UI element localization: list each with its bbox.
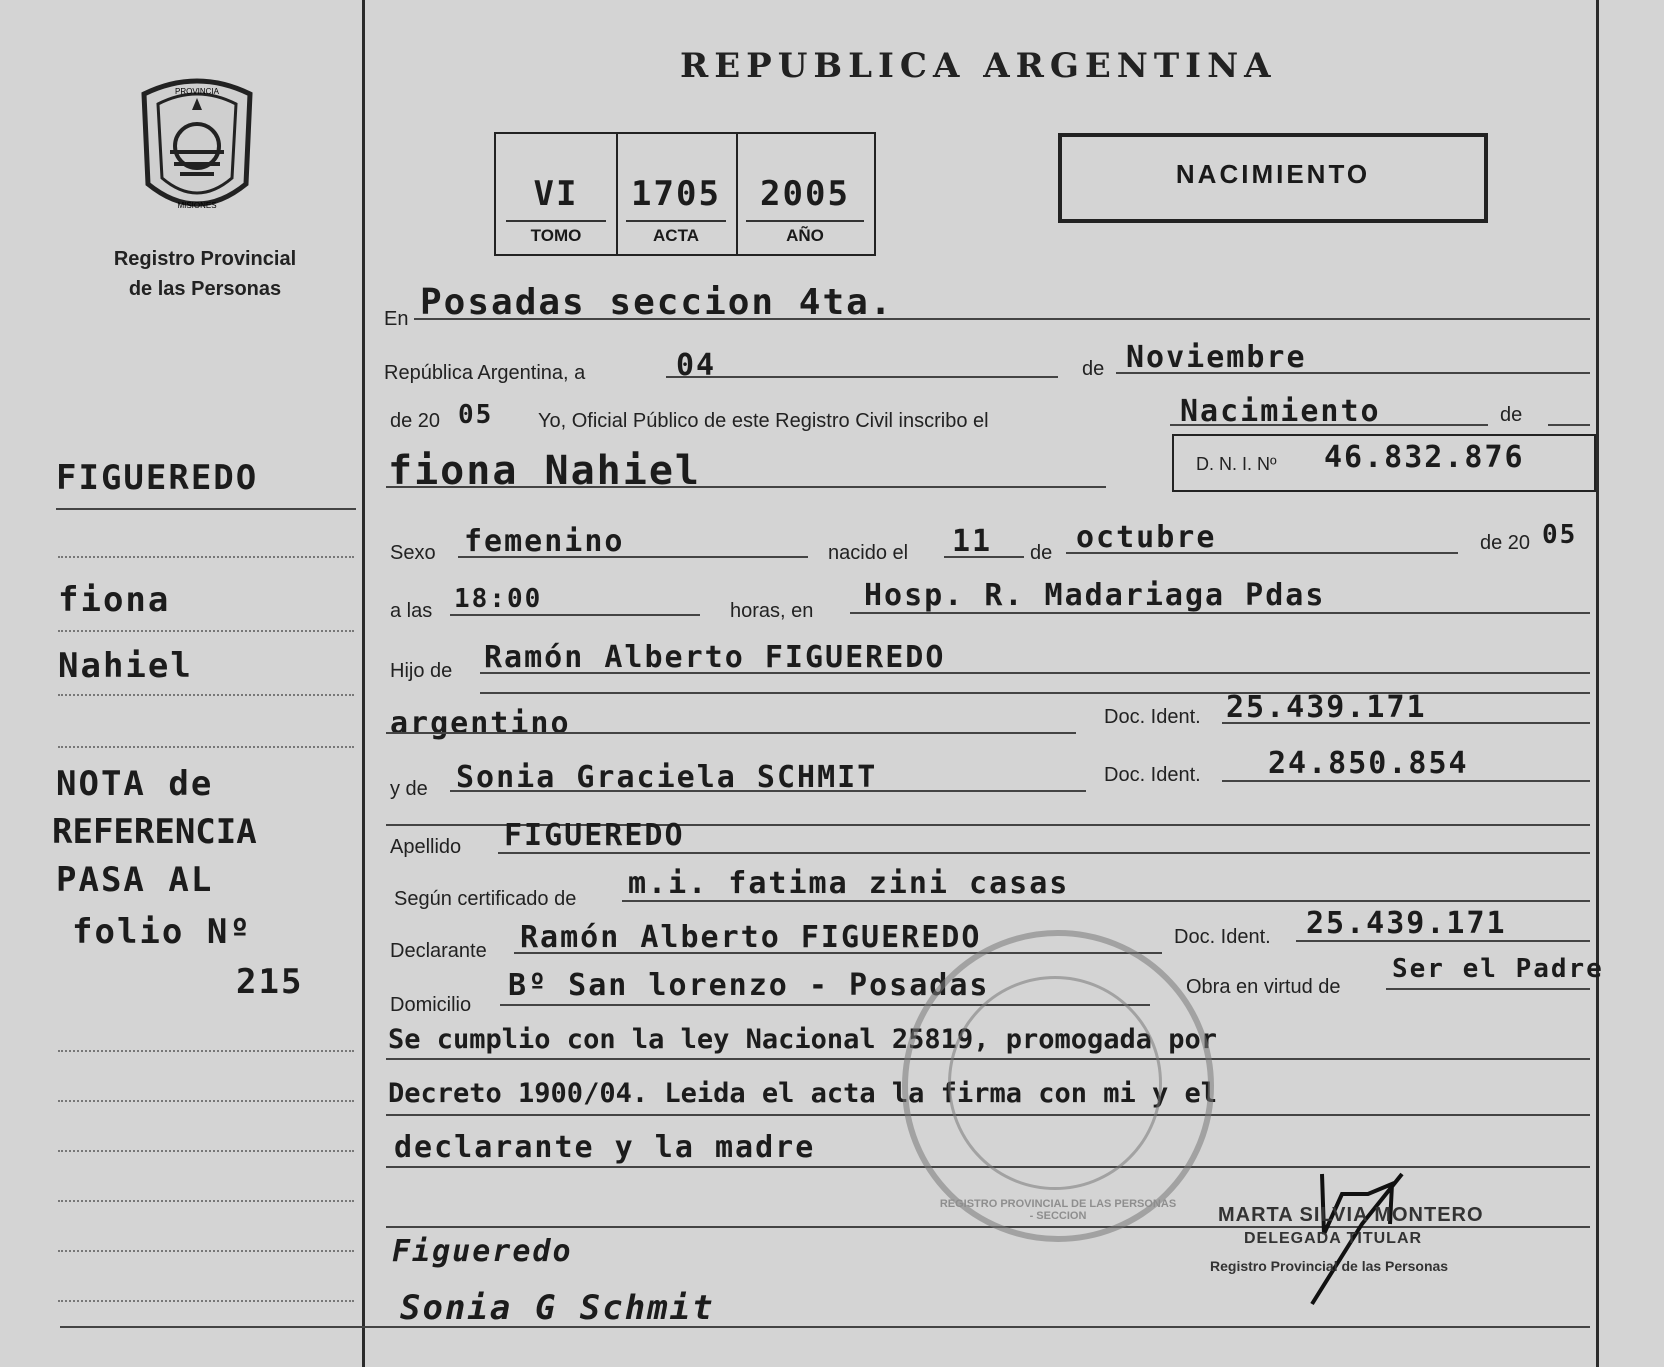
en-label: En xyxy=(384,308,409,330)
segun-label: Según certificado de xyxy=(394,888,577,910)
acta-label: ACTA xyxy=(653,226,699,245)
hijo-label: Hijo de xyxy=(390,660,453,682)
apellido-value: FIGUEREDO xyxy=(504,818,685,853)
madre-doc-rule xyxy=(1222,780,1590,782)
bottom-rule xyxy=(60,1326,1590,1328)
inscripcion-ano-value: 05 xyxy=(458,400,494,430)
signature-declarante: Figueredo xyxy=(392,1234,573,1269)
official-office: Registro Provincial de las Personas xyxy=(1210,1258,1449,1274)
nota-line-2: Decreto 1900/04. Leida el acta la firma con mi y el xyxy=(388,1078,1218,1109)
acta-value: 1705 xyxy=(631,174,721,214)
stamp-text: REGISTRO PROVINCIAL DE LAS PERSONAS - SECCION xyxy=(939,1198,1177,1222)
ano-cell xyxy=(736,134,874,254)
padre-value: Ramón Alberto FIGUEREDO xyxy=(484,640,946,675)
dia-rule xyxy=(666,376,1058,378)
sidebar-dotted-line xyxy=(58,694,354,696)
nacido-mes-value: octubre xyxy=(1076,520,1217,555)
padre-rule xyxy=(480,672,1590,674)
obra-rule xyxy=(1386,988,1590,990)
sidebar-note-line-5: 215 xyxy=(236,962,304,1002)
misiones-seal-icon xyxy=(134,74,260,216)
sidebar-given-name-1: fiona xyxy=(58,580,171,620)
record-type: NACIMIENTO xyxy=(1175,159,1371,189)
padre-docident-label: Doc. Ident. xyxy=(1104,706,1201,728)
madre-value: Sonia Graciela SCHMIT xyxy=(456,760,878,795)
obra-label: Obra en virtud de xyxy=(1186,976,1341,998)
declarante-docident-label: Doc. Ident. xyxy=(1174,926,1271,948)
sidebar-dotted-line xyxy=(58,1300,354,1302)
dni-label: D. N. I. Nº xyxy=(1196,454,1277,474)
sidebar-given-name-2: Nahiel xyxy=(58,646,193,686)
madre-docident-label: Doc. Ident. xyxy=(1104,764,1201,786)
declarante-label: Declarante xyxy=(390,940,487,962)
tomo-acta-ano-box xyxy=(494,132,876,256)
stamp-inner-ring xyxy=(948,976,1162,1190)
registry-stamp xyxy=(902,930,1214,1242)
official-title: DELEGADA TITULAR xyxy=(1244,1230,1423,1247)
sidebar-dotted-line xyxy=(58,1050,354,1052)
en-rule xyxy=(414,318,1590,320)
dia-value: 04 xyxy=(676,348,717,383)
right-page-border xyxy=(1596,0,1599,1367)
nacido-label: nacido el xyxy=(828,542,909,564)
apellido-rule xyxy=(498,852,1590,854)
sidebar-dotted-line xyxy=(58,746,354,748)
sexo-rule xyxy=(458,556,808,558)
padre-nacionalidad-value: argentino xyxy=(390,706,571,741)
lugar-value: Hosp. R. Madariaga Pdas xyxy=(864,578,1326,613)
sexo-label: Sexo xyxy=(390,542,436,564)
yde-label: y de xyxy=(390,778,428,800)
domicilio-label: Domicilio xyxy=(390,994,472,1016)
padre-doc-value: 25.439.171 xyxy=(1226,690,1427,725)
nacido-ano-value: 05 xyxy=(1542,520,1578,550)
nombre-value: fiona Nahiel xyxy=(388,448,701,494)
yo-oficial-label: Yo, Oficial Público de este Registro Civil inscribo el xyxy=(538,410,989,432)
tomo-label: TOMO xyxy=(530,226,582,245)
nota-line-3: declarante y la madre xyxy=(394,1130,816,1165)
domicilio-value: Bº San lorenzo - Posadas xyxy=(508,968,990,1003)
madre-doc-value: 24.850.854 xyxy=(1268,746,1469,781)
sidebar-note-line-2: REFERENCIA xyxy=(52,812,257,852)
nacido-dia-value: 11 xyxy=(952,524,993,559)
sidebar-surname-rule xyxy=(56,508,356,510)
registry-line-2: de las Personas xyxy=(128,278,282,300)
acta-cell xyxy=(616,134,738,254)
nacido-de-label: de xyxy=(1030,542,1053,564)
padre-nacionalidad-rule xyxy=(386,732,1076,734)
horas-en-label: horas, en xyxy=(730,600,814,622)
sidebar-dotted-line xyxy=(58,1250,354,1252)
nombre-rule xyxy=(386,486,1106,488)
de20-label: de 20 xyxy=(390,410,441,432)
republica-label: República Argentina, a xyxy=(384,362,586,384)
left-column-border xyxy=(362,0,365,1367)
sexo-value: femenino xyxy=(464,524,625,559)
sidebar-note-line-4: folio Nº xyxy=(72,912,252,952)
registry-name xyxy=(60,244,350,304)
tomo-value: VI xyxy=(533,174,579,214)
apellido-label: Apellido xyxy=(390,836,462,858)
registry-line-1: Registro Provincial xyxy=(113,248,297,270)
official-name: MARTA SILVIA MONTERO xyxy=(1218,1204,1484,1226)
lugar-rule xyxy=(850,612,1590,614)
svg-text:MISIONES: MISIONES xyxy=(177,201,217,210)
mes-value: Noviembre xyxy=(1126,340,1307,375)
svg-text:PROVINCIA: PROVINCIA xyxy=(174,87,220,96)
sidebar-surname: FIGUEREDO xyxy=(56,458,259,498)
de-tail-label: de xyxy=(1500,404,1523,426)
de-tail-rule xyxy=(1548,424,1590,426)
record-type-box xyxy=(1058,133,1488,223)
signature-madre: Sonia G Schmit xyxy=(400,1288,715,1328)
en-value: Posadas seccion 4ta. xyxy=(420,282,894,323)
inscribo-rule xyxy=(1170,424,1488,426)
nacido-de20-label: de 20 xyxy=(1480,532,1531,554)
dni-value: 46.832.876 xyxy=(1324,440,1525,475)
padre-doc-rule xyxy=(1222,722,1590,724)
nacido-dia-rule xyxy=(944,556,1024,558)
declarante-value: Ramón Alberto FIGUEREDO xyxy=(520,920,982,955)
hora-rule xyxy=(450,614,700,616)
sidebar-dotted-line xyxy=(58,1100,354,1102)
dni-box xyxy=(1172,434,1596,492)
ano-label: AÑO xyxy=(786,226,824,245)
sidebar-dotted-line xyxy=(58,1200,354,1202)
certificado-rule xyxy=(622,900,1590,902)
mes-de-label: de xyxy=(1082,358,1105,380)
nota-line-1: Se cumplio con la ley Nacional 25819, promogada por xyxy=(388,1024,1218,1055)
sidebar-dotted-line xyxy=(58,630,354,632)
page-title: REPUBLICA ARGENTINA xyxy=(680,46,1277,86)
acta-rule xyxy=(626,220,726,222)
ano-value: 2005 xyxy=(760,174,850,214)
madre-rule xyxy=(450,790,1086,792)
mes-rule xyxy=(1116,372,1590,374)
certificado-value: m.i. fatima zini casas xyxy=(628,866,1070,901)
declarante-doc-rule xyxy=(1296,940,1590,942)
ano-rule xyxy=(746,220,864,222)
obra-value: Ser el Padre xyxy=(1392,954,1604,984)
sidebar-note-line-3: PASA AL xyxy=(56,860,214,900)
sidebar-dotted-line xyxy=(58,1150,354,1152)
tomo-rule xyxy=(506,220,606,222)
alas-label: a las xyxy=(390,600,433,622)
declarante-doc-value: 25.439.171 xyxy=(1306,906,1507,941)
hora-value: 18:00 xyxy=(454,584,543,614)
tomo-cell xyxy=(496,134,618,254)
sidebar-note-line-1: NOTA de xyxy=(56,764,214,804)
nacido-mes-rule xyxy=(1066,552,1458,554)
sidebar-dotted-line xyxy=(58,556,354,558)
inscribo-value: Nacimiento xyxy=(1180,394,1381,429)
